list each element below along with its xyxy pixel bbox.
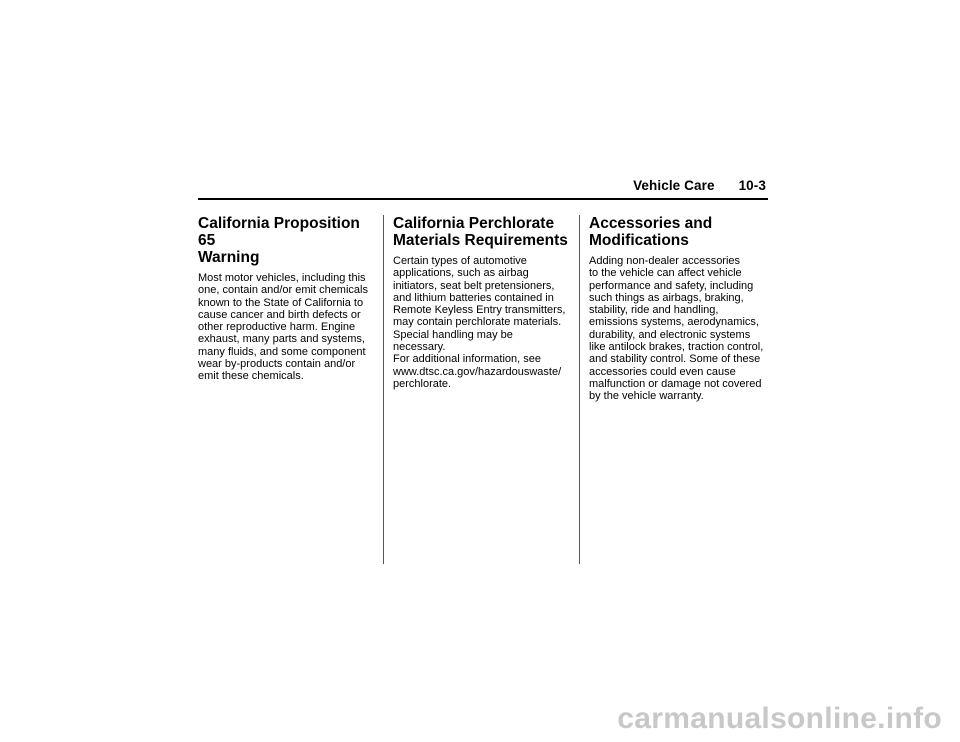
page-number: 10-3 [738, 178, 766, 193]
column-divider [383, 215, 384, 564]
prop65-heading: California Proposition 65 Warning [198, 215, 360, 266]
perchlorate-heading: California Perchlorate Materials Requirements [393, 215, 568, 249]
prop65-body: Most motor vehicles, including this one, contain and/or emit chemicals known to the State of California to cause cancer and birth defects or other reproductive harm. Engine exhaust, many parts and systems, many fluids, and some component wear by-products contain and/or emit these chemicals. [198, 272, 368, 383]
watermark-text: carmanualsonline.info [617, 702, 942, 735]
page-header [198, 178, 768, 200]
perchlorate-body: Certain types of automotive applications, such as airbag initiators, seat belt pretensioners, and lithium batteries contained in Remote Keyless Entry transmitters, may contain perchlorate materials. Special handling may be necessary. For additional information, see www.dtsc.ca.gov/hazardouswaste/ perchlorate. [393, 255, 566, 390]
header-title [633, 178, 766, 193]
column-accessories [589, 215, 764, 403]
accessories-heading: Accessories and Modifications [589, 215, 713, 249]
column-perchlorate [393, 215, 568, 390]
accessories-body: Adding non-dealer accessories to the vehicle can affect vehicle performance and safety, including such things as airbags, braking, stability, ride and handling, emissions systems, aerodynamics, durability, and electronic systems like antilock brakes, traction control, and stability control. Some of these accessories could even cause malfunction or damage not covered by the vehicle warranty. [589, 255, 764, 403]
column-prop65 [198, 215, 373, 383]
section-title: Vehicle Care [633, 178, 715, 193]
column-divider [579, 215, 580, 564]
